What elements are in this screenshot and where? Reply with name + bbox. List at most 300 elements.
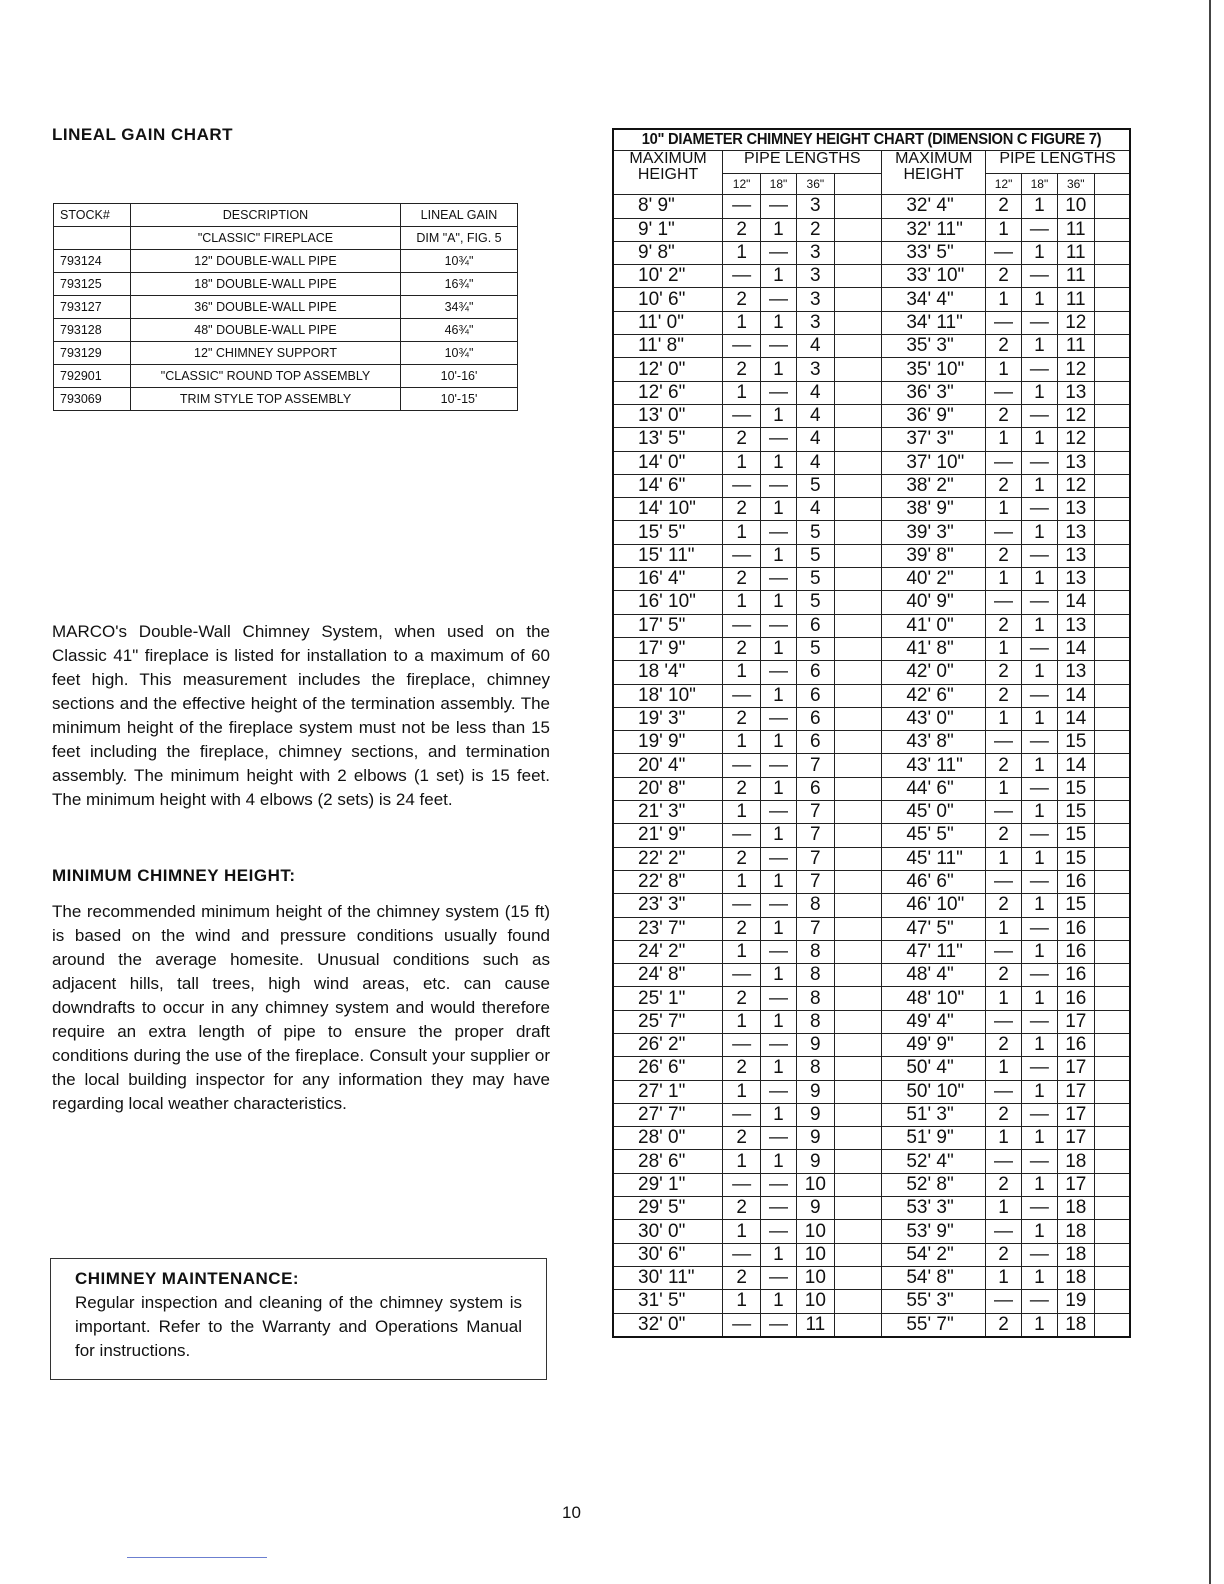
table-row (54, 227, 518, 250)
cell-pipe-36: 8 (796, 987, 834, 1010)
cell-pipe-36-2: 11 (1057, 218, 1094, 241)
cell-height-2: 53' 3" (882, 1197, 986, 1220)
cell-pipe-12-2: 2 (986, 1243, 1022, 1266)
blank-cell (1094, 265, 1130, 288)
blank-cell (834, 1290, 882, 1313)
cell-height: 22' 2" (613, 847, 723, 870)
blank-cell (1094, 777, 1130, 800)
blank-cell (1094, 731, 1130, 754)
cell-gain: 10¾" (401, 250, 518, 273)
table-row (613, 381, 1130, 404)
blank-cell (834, 894, 882, 917)
table-row (613, 1243, 1130, 1266)
blank-cell (834, 1220, 882, 1243)
cell-pipe-12-2: 1 (986, 358, 1022, 381)
blank-cell (834, 1080, 882, 1103)
cell-pipe-18: — (761, 847, 797, 870)
cell-height-2: 42' 0" (882, 661, 986, 684)
cell-pipe-18: — (761, 614, 797, 637)
cell-pipe-12-2: 2 (986, 1313, 1022, 1337)
cell-pipe-12: 2 (723, 987, 761, 1010)
blank-cell (834, 568, 882, 591)
cell-pipe-36-2: 18 (1057, 1313, 1094, 1337)
cell-stock: 793128 (54, 319, 131, 342)
cell-gain: 10'-15' (401, 388, 518, 411)
cell-pipe-36-2: 17 (1057, 1080, 1094, 1103)
blank-cell (1094, 964, 1130, 987)
blank-cell (1094, 1033, 1130, 1056)
cell-pipe-36: 6 (796, 707, 834, 730)
table-row (613, 311, 1130, 334)
blank-cell (834, 824, 882, 847)
blank-cell (1094, 521, 1130, 544)
cell-pipe-18-2: — (1021, 358, 1057, 381)
cell-pipe-18: 1 (761, 870, 797, 893)
blank-cell (834, 1197, 882, 1220)
cell-pipe-18: 1 (761, 1103, 797, 1126)
cell-pipe-18: 1 (761, 1290, 797, 1313)
cell-pipe-12: — (723, 195, 761, 218)
table-row (54, 365, 518, 388)
blank-cell (1094, 1290, 1130, 1313)
cell-pipe-12: 1 (723, 940, 761, 963)
cell-pipe-18: 1 (761, 265, 797, 288)
cell-pipe-36-2: 12 (1057, 404, 1094, 427)
cell-height: 16' 10" (613, 591, 723, 614)
cell-pipe-12: — (723, 544, 761, 567)
cell-pipe-12: 1 (723, 661, 761, 684)
cell-pipe-36-2: 16 (1057, 917, 1094, 940)
blank-cell (834, 847, 882, 870)
cell-pipe-12-2: 2 (986, 335, 1022, 358)
cell-pipe-18: — (761, 521, 797, 544)
cell-height-2: 51' 3" (882, 1103, 986, 1126)
cell-height: 25' 7" (613, 1010, 723, 1033)
table-row (613, 1127, 1130, 1150)
cell-height: 15' 11" (613, 544, 723, 567)
cell-pipe-36: 10 (796, 1266, 834, 1289)
cell-pipe-18: 1 (761, 218, 797, 241)
blank-cell (834, 1173, 882, 1196)
cell-pipe-36: 9 (796, 1103, 834, 1126)
table-row (613, 731, 1130, 754)
cell-pipe-12-2: 2 (986, 1103, 1022, 1126)
cell-pipe-18: 1 (761, 684, 797, 707)
lineal-gain-table (53, 203, 518, 411)
size-12-header-2: 12" (986, 174, 1022, 195)
cell-pipe-36: 3 (796, 311, 834, 334)
cell-pipe-12-2: 1 (986, 218, 1022, 241)
cell-height: 14' 6" (613, 474, 723, 497)
cell-pipe-36-2: 13 (1057, 568, 1094, 591)
cell-pipe-36-2: 12 (1057, 311, 1094, 334)
blank-cell (834, 288, 882, 311)
cell-pipe-18-2: 1 (1021, 661, 1057, 684)
cell-pipe-18-2: 1 (1021, 801, 1057, 824)
cell-pipe-12: — (723, 265, 761, 288)
cell-pipe-12-2: — (986, 1010, 1022, 1033)
blank-cell (1094, 218, 1130, 241)
cell-pipe-36: 6 (796, 777, 834, 800)
cell-pipe-36: 9 (796, 1150, 834, 1173)
cell-pipe-36: 11 (796, 1313, 834, 1337)
cell-pipe-18: — (761, 381, 797, 404)
cell-pipe-36: 9 (796, 1033, 834, 1056)
cell-gain: DIM "A", FIG. 5 (401, 227, 518, 250)
cell-pipe-18: 1 (761, 498, 797, 521)
cell-height-2: 49' 4" (882, 1010, 986, 1033)
cell-pipe-12-2: 1 (986, 1266, 1022, 1289)
blank-cell (834, 521, 882, 544)
cell-pipe-12: 2 (723, 917, 761, 940)
table-row (613, 1057, 1130, 1080)
blank-cell (834, 1103, 882, 1126)
cell-pipe-36: 4 (796, 428, 834, 451)
cell-pipe-36: 4 (796, 498, 834, 521)
cell-pipe-36: 7 (796, 801, 834, 824)
table-header-row (54, 204, 518, 227)
cell-pipe-12-2: 1 (986, 428, 1022, 451)
cell-height-2: 41' 0" (882, 614, 986, 637)
cell-pipe-36-2: 13 (1057, 451, 1094, 474)
cell-pipe-36: 10 (796, 1220, 834, 1243)
cell-pipe-18-2: 1 (1021, 241, 1057, 264)
blank-cell (1094, 847, 1130, 870)
size-12-header: 12" (723, 174, 761, 195)
blank-cell (1094, 1127, 1130, 1150)
cell-stock (54, 227, 131, 250)
table-row (54, 342, 518, 365)
cell-pipe-18-2: — (1021, 824, 1057, 847)
blank-cell (1094, 1197, 1130, 1220)
cell-pipe-12: — (723, 824, 761, 847)
cell-pipe-36-2: 14 (1057, 707, 1094, 730)
cell-height-2: 35' 10" (882, 358, 986, 381)
cell-pipe-12-2: 2 (986, 894, 1022, 917)
cell-pipe-36-2: 15 (1057, 847, 1094, 870)
blank-cell (1094, 684, 1130, 707)
blank-cell (1094, 241, 1130, 264)
blank-cell (1094, 987, 1130, 1010)
cell-pipe-12-2: 2 (986, 1033, 1022, 1056)
cell-pipe-36: 6 (796, 661, 834, 684)
blank-cell (1094, 1150, 1130, 1173)
blank-cell (1094, 1080, 1130, 1103)
blank-cell (1094, 801, 1130, 824)
cell-pipe-36-2: 10 (1057, 195, 1094, 218)
cell-pipe-36: 10 (796, 1243, 834, 1266)
cell-height: 9' 8" (613, 241, 723, 264)
table-row (613, 1220, 1130, 1243)
cell-pipe-12-2: — (986, 591, 1022, 614)
cell-pipe-18-2: — (1021, 311, 1057, 334)
cell-pipe-36-2: 18 (1057, 1150, 1094, 1173)
cell-pipe-36-2: 14 (1057, 637, 1094, 660)
cell-pipe-12: 1 (723, 1150, 761, 1173)
table-row (54, 296, 518, 319)
cell-height-2: 49' 9" (882, 1033, 986, 1056)
table-row (613, 754, 1130, 777)
cell-pipe-18-2: 1 (1021, 1173, 1057, 1196)
cell-pipe-12: 2 (723, 358, 761, 381)
blank-cell (1094, 637, 1130, 660)
cell-height-2: 44' 6" (882, 777, 986, 800)
cell-height: 18 '4" (613, 661, 723, 684)
cell-pipe-36: 6 (796, 684, 834, 707)
blank-cell (834, 731, 882, 754)
cell-pipe-18-2: 1 (1021, 474, 1057, 497)
cell-height-2: 34' 11" (882, 311, 986, 334)
cell-pipe-18: — (761, 1080, 797, 1103)
cell-desc: "CLASSIC" ROUND TOP ASSEMBLY (131, 365, 401, 388)
cell-height: 28' 0" (613, 1127, 723, 1150)
pipe-lengths-header: PIPE LENGTHS (723, 151, 882, 174)
blank-cell (834, 498, 882, 521)
cell-pipe-18: 1 (761, 731, 797, 754)
cell-pipe-18: — (761, 568, 797, 591)
blank-cell (834, 754, 882, 777)
blank-cell (834, 1313, 882, 1337)
cell-pipe-18: — (761, 335, 797, 358)
cell-pipe-36: 8 (796, 1057, 834, 1080)
table-row (613, 707, 1130, 730)
cell-height: 14' 10" (613, 498, 723, 521)
cell-pipe-36-2: 16 (1057, 987, 1094, 1010)
cell-pipe-36: 4 (796, 335, 834, 358)
cell-height-2: 36' 9" (882, 404, 986, 427)
cell-pipe-12-2: — (986, 1150, 1022, 1173)
cell-height: 8' 9" (613, 195, 723, 218)
cell-pipe-18: — (761, 707, 797, 730)
cell-pipe-36: 3 (796, 265, 834, 288)
cell-pipe-12: 2 (723, 288, 761, 311)
cell-height-2: 45' 0" (882, 801, 986, 824)
cell-pipe-18-2: — (1021, 917, 1057, 940)
blank-cell (1094, 544, 1130, 567)
blank-cell (1094, 707, 1130, 730)
blank-cell (1094, 940, 1130, 963)
cell-pipe-12-2: — (986, 1220, 1022, 1243)
cell-height-2: 46' 6" (882, 870, 986, 893)
cell-pipe-18: 1 (761, 591, 797, 614)
cell-pipe-12-2: — (986, 1290, 1022, 1313)
page-number: 10 (562, 1503, 581, 1522)
cell-pipe-12: 1 (723, 521, 761, 544)
blank-cell (834, 1057, 882, 1080)
table-row (54, 273, 518, 296)
cell-pipe-12: 1 (723, 1290, 761, 1313)
cell-height: 28' 6" (613, 1150, 723, 1173)
cell-pipe-18-2: — (1021, 1197, 1057, 1220)
cell-height: 26' 6" (613, 1057, 723, 1080)
cell-height-2: 47' 11" (882, 940, 986, 963)
cell-height-2: 45' 5" (882, 824, 986, 847)
cell-height-2: 38' 2" (882, 474, 986, 497)
cell-pipe-36: 10 (796, 1173, 834, 1196)
cell-height: 20' 8" (613, 777, 723, 800)
cell-pipe-18: — (761, 661, 797, 684)
cell-height-2: 38' 9" (882, 498, 986, 521)
cell-pipe-18: — (761, 1266, 797, 1289)
cell-pipe-36: 7 (796, 824, 834, 847)
table-row (613, 1290, 1130, 1313)
cell-pipe-18-2: — (1021, 265, 1057, 288)
cell-pipe-12: 1 (723, 731, 761, 754)
table-row (613, 1033, 1130, 1056)
cell-pipe-36: 7 (796, 847, 834, 870)
cell-pipe-36-2: 11 (1057, 265, 1094, 288)
cell-height-2: 40' 9" (882, 591, 986, 614)
cell-pipe-36-2: 13 (1057, 498, 1094, 521)
cell-height-2: 32' 4" (882, 195, 986, 218)
cell-pipe-18-2: 1 (1021, 195, 1057, 218)
cell-pipe-12-2: 2 (986, 1173, 1022, 1196)
cell-pipe-18-2: — (1021, 684, 1057, 707)
lineal-gain-title: LINEAL GAIN CHART (52, 125, 234, 144)
table-row (613, 684, 1130, 707)
cell-pipe-18: — (761, 1197, 797, 1220)
cell-height: 12' 0" (613, 358, 723, 381)
cell-pipe-36-2: 15 (1057, 777, 1094, 800)
table-row (54, 319, 518, 342)
cell-height: 13' 5" (613, 428, 723, 451)
cell-pipe-18-2: — (1021, 731, 1057, 754)
cell-pipe-18-2: 1 (1021, 614, 1057, 637)
blank-cell (1094, 358, 1130, 381)
cell-pipe-18-2: 1 (1021, 987, 1057, 1010)
cell-pipe-18: — (761, 474, 797, 497)
cell-pipe-36: 5 (796, 591, 834, 614)
cell-pipe-18-2: — (1021, 498, 1057, 521)
table-row (613, 637, 1130, 660)
cell-pipe-36: 8 (796, 940, 834, 963)
cell-pipe-12: 1 (723, 381, 761, 404)
cell-pipe-12: 1 (723, 1080, 761, 1103)
cell-stock: 793127 (54, 296, 131, 319)
cell-pipe-36-2: 12 (1057, 474, 1094, 497)
cell-height: 17' 9" (613, 637, 723, 660)
cell-pipe-18-2: — (1021, 637, 1057, 660)
cell-pipe-36-2: 11 (1057, 241, 1094, 264)
cell-pipe-18: — (761, 428, 797, 451)
pipe-lengths-header-2: PIPE LENGTHS (986, 151, 1130, 174)
cell-pipe-18-2: — (1021, 591, 1057, 614)
blank-cell (834, 544, 882, 567)
blank-cell (1094, 1057, 1130, 1080)
cell-height-2: 39' 8" (882, 544, 986, 567)
cell-pipe-36: 3 (796, 241, 834, 264)
size-18-header-2: 18" (1021, 174, 1057, 195)
cell-pipe-18: 1 (761, 404, 797, 427)
cell-pipe-18-2: — (1021, 870, 1057, 893)
cell-stock: 793129 (54, 342, 131, 365)
cell-height-2: 47' 5" (882, 917, 986, 940)
blank-cell (834, 964, 882, 987)
cell-pipe-36: 2 (796, 218, 834, 241)
cell-pipe-18: 1 (761, 358, 797, 381)
cell-pipe-18-2: 1 (1021, 568, 1057, 591)
cell-height-2: 55' 7" (882, 1313, 986, 1337)
cell-pipe-12-2: 1 (986, 288, 1022, 311)
cell-pipe-12: — (723, 614, 761, 637)
table-row (613, 917, 1130, 940)
cell-height-2: 43' 11" (882, 754, 986, 777)
cell-pipe-12: 2 (723, 498, 761, 521)
blank-cell (834, 404, 882, 427)
cell-pipe-36-2: 18 (1057, 1197, 1094, 1220)
cell-pipe-18: — (761, 1127, 797, 1150)
cell-pipe-36-2: 17 (1057, 1057, 1094, 1080)
cell-pipe-36-2: 14 (1057, 684, 1094, 707)
cell-pipe-36-2: 16 (1057, 964, 1094, 987)
cell-height: 9' 1" (613, 218, 723, 241)
table-row (613, 661, 1130, 684)
cell-height: 21' 3" (613, 801, 723, 824)
cell-pipe-18-2: 1 (1021, 1266, 1057, 1289)
cell-pipe-18: 1 (761, 451, 797, 474)
blank-cell (834, 1127, 882, 1150)
cell-pipe-12: 2 (723, 1266, 761, 1289)
cell-pipe-36-2: 16 (1057, 870, 1094, 893)
table-row (613, 568, 1130, 591)
cell-pipe-12-2: 1 (986, 777, 1022, 800)
blank-cell (834, 1243, 882, 1266)
cell-desc: 48" DOUBLE-WALL PIPE (131, 319, 401, 342)
cell-pipe-18: 1 (761, 1243, 797, 1266)
cell-pipe-36: 8 (796, 894, 834, 917)
blank-cell (1094, 195, 1130, 218)
cell-pipe-36: 9 (796, 1080, 834, 1103)
cell-pipe-18-2: — (1021, 1290, 1057, 1313)
cell-desc: "CLASSIC" FIREPLACE (131, 227, 401, 250)
cell-pipe-18: — (761, 940, 797, 963)
cell-height-2: 39' 3" (882, 521, 986, 544)
blank-cell (834, 777, 882, 800)
blank-header-2 (1094, 174, 1130, 195)
blank-cell (1094, 381, 1130, 404)
blank-cell (1094, 661, 1130, 684)
intro-paragraph: MARCO's Double-Wall Chimney System, when used on the Classic 41" fireplace is listed for installation to a maximum of 60 feet high. This measurement includes the fireplace, chimney sections and the effective height of the termination assembly. The minimum height of the fireplace system must not be less than 15 feet including the fireplace, chimney sections, and termination assembly. The minimum height with 2 elbows (1 set) is 15 feet. The minimum height with 4 elbows (2 sets) is 24 feet. (52, 622, 550, 809)
maintenance-text: Regular inspection and cleaning of the chimney system is important. Refer to the Warranty and Operations Manual for instructions. (75, 1293, 522, 1360)
cell-pipe-12: 2 (723, 1197, 761, 1220)
cell-pipe-12-2: — (986, 940, 1022, 963)
blank-cell (834, 661, 882, 684)
cell-pipe-12: — (723, 404, 761, 427)
cell-pipe-12: 2 (723, 428, 761, 451)
cell-pipe-18: — (761, 1220, 797, 1243)
cell-pipe-36-2: 13 (1057, 661, 1094, 684)
blank-cell (834, 987, 882, 1010)
blank-header (834, 174, 882, 195)
cell-pipe-12-2: 2 (986, 684, 1022, 707)
cell-pipe-18-2: 1 (1021, 940, 1057, 963)
cell-pipe-12: 1 (723, 311, 761, 334)
decorative-line (127, 1557, 267, 1558)
table-row (613, 358, 1130, 381)
cell-pipe-12-2: 1 (986, 847, 1022, 870)
blank-cell (834, 335, 882, 358)
cell-desc: 18" DOUBLE-WALL PIPE (131, 273, 401, 296)
cell-height-2: 46' 10" (882, 894, 986, 917)
blank-cell (834, 684, 882, 707)
cell-pipe-12-2: 2 (986, 824, 1022, 847)
blank-cell (834, 917, 882, 940)
blank-cell (834, 428, 882, 451)
cell-pipe-12-2: 1 (986, 568, 1022, 591)
cell-pipe-12-2: — (986, 521, 1022, 544)
cell-pipe-18-2: 1 (1021, 521, 1057, 544)
table-row (613, 894, 1130, 917)
